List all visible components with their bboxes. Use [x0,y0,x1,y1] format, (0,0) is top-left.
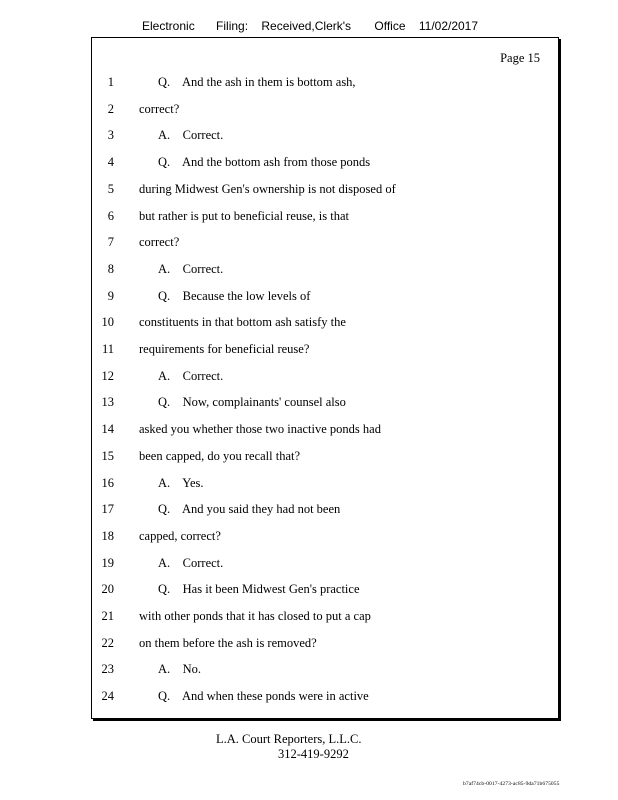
line-number: 24 [101,689,114,704]
transcript-line [92,209,558,229]
line-number: 14 [101,422,114,437]
line-text: but rather is put to beneficial reuse, is that [139,208,350,223]
line-text: A. Yes. [158,475,204,490]
transcript-line [92,342,558,362]
line-text: A. Correct. [158,555,224,570]
transcript-page [91,37,559,719]
court-reporter-phone: 312-419-9292 [278,747,349,761]
header-word-filing: Filing: [216,19,249,33]
transcript-line [92,449,558,469]
transcript-line [92,369,558,389]
transcript-line [92,529,558,549]
transcript-line [92,636,558,656]
line-text: on them before the ash is removed? [139,635,317,650]
line-text: capped, correct? [139,528,221,543]
line-text: A. No. [158,662,202,677]
line-text: requirements for beneficial reuse? [139,342,310,356]
line-text: correct? [139,235,180,250]
line-number: 22 [101,635,114,650]
line-text: Q. Because the low levels of [158,288,311,303]
line-number: 5 [107,181,114,196]
line-text: with other ponds that it has closed to put a cap [139,609,371,623]
line-text: Q. And the bottom ash from those ponds [158,155,371,170]
transcript-line [92,128,558,148]
transcript-line [92,289,558,309]
transcript-line [92,556,558,576]
line-text: A. Correct. [158,368,224,383]
line-text: during Midwest Gen's ownership is not disposed of [139,181,396,196]
line-text: Q. And you said they had not been [158,502,341,517]
transcript-line [92,155,558,175]
line-number: 11 [101,342,114,356]
document-hash: b7af74cb-0017-4273-ac85-9da71b675055 [463,781,560,787]
line-text: constituents in that bottom ash satisfy the [139,315,346,330]
line-text: A. Correct. [158,261,224,276]
line-number: 15 [101,448,114,463]
line-text: been capped, do you recall that? [139,448,301,463]
line-number: 20 [101,582,114,597]
transcript-line [92,75,558,95]
transcript-line [92,502,558,522]
transcript-line [92,582,558,602]
transcript-line [92,102,558,122]
line-text: A. Correct. [158,128,224,143]
transcript-line [92,182,558,202]
line-number: 23 [101,662,114,677]
transcript-line [92,476,558,496]
line-number: 10 [101,315,114,330]
line-number: 6 [107,208,114,223]
page-number: Page 15 [500,51,540,65]
line-text: Q. Has it been Midwest Gen's practice [158,582,360,597]
transcript-line [92,262,558,282]
transcript-line [92,689,558,709]
line-number: 18 [101,528,114,543]
line-number: 2 [107,101,114,116]
line-number: 17 [101,502,114,517]
line-text: Q. Now, complainants' counsel also [158,395,346,410]
transcript-line [92,662,558,682]
line-text: asked you whether those two inactive ponds had [139,422,381,437]
transcript-line [92,395,558,415]
line-number: 21 [101,609,114,623]
transcript-line [92,609,558,629]
line-number: 19 [101,555,114,570]
transcript-line [92,315,558,335]
line-number: 16 [101,475,114,490]
transcript-line [92,422,558,442]
line-number: 7 [107,235,114,250]
line-number: 9 [107,288,114,303]
line-number: 4 [107,155,114,170]
line-number: 12 [101,368,114,383]
header-word-electronic: Electronic [142,19,195,33]
line-number: 8 [107,261,114,276]
line-text: Q. And the ash in them is bottom ash, [158,75,356,89]
line-text: Q. And when these ponds were in active [158,689,369,704]
line-number: 13 [101,395,114,410]
court-reporter-name: L.A. Court Reporters, L.L.C. [216,732,362,746]
header-word-received: Received,Clerk's [261,19,352,33]
header-word-date: 11/02/2017 [418,19,479,33]
line-text: correct? [139,101,180,116]
filing-stamp-header [142,19,478,33]
line-number: 3 [107,128,114,143]
line-number: 1 [107,75,114,89]
header-word-office: Office [374,19,406,33]
transcript-line [92,235,558,255]
